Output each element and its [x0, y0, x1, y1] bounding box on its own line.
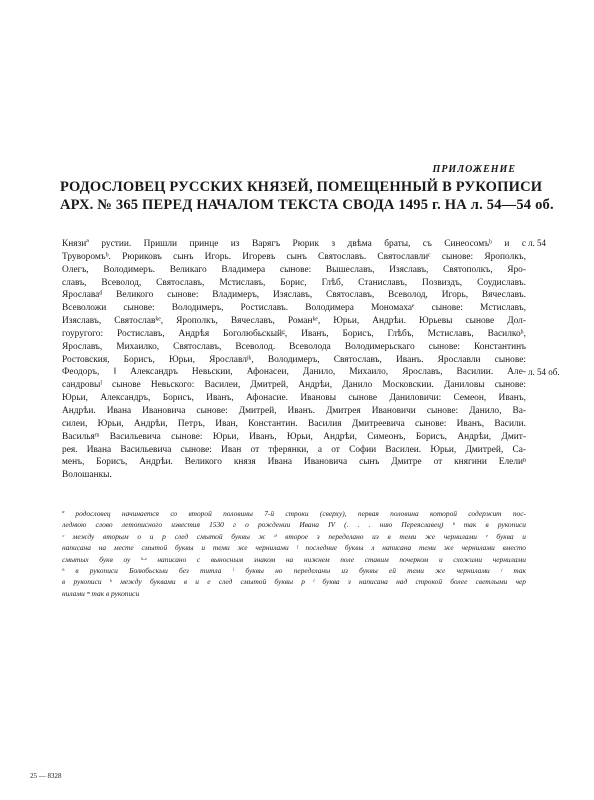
text-line: Васильяᵐ Васильевича сынове: Юрьи, Иванъ, Юрьи, Андрѣи, Симеонъ, Борисъ, Андрѣи, Дмит- — [62, 431, 526, 442]
text-line: Феодоръ, ‖ Александръ Невьскии, Афонасеи, Данило, Михаило, Ярославъ, Василии. Але- — [62, 367, 526, 378]
margin-note-folio-verso: л. 54 об. — [528, 367, 560, 377]
text-line: Ярославъ, Михаилко, Святославъ, Всеволод. Всеволода Володимерьскаго сынове: Константинъ — [62, 341, 526, 352]
footnote-line: нилами ᵐ так в рукописи — [62, 588, 140, 598]
margin-note-folio: л. 54 — [528, 238, 546, 248]
title-line-2: АРХ. № 365 ПЕРЕД НАЧАЛОМ ТЕКСТА СВОДА 1495 г. НА л. 54—54 об. — [60, 197, 554, 213]
text-line: Волошанкы. — [62, 470, 112, 481]
footnote-line: ʰ в рукописи Болюбьскыи без титла ⁱ буквы но переделаны из буквы ей теми же чернилами ʲ так — [62, 566, 526, 576]
printer-signature: 25 — 8328 — [30, 772, 62, 780]
text-line: рея. Ивана Васильевича сынове: Иван от тферянки, а от Софии Василеи. Юрьи, Дмитрей, Са- — [62, 444, 526, 455]
text-line: Труворомъᵇ. Рюриковъ сынъ Игорь. Игоревъ сынъ Святославъ. Святославлиᶜ сынове: Ярополкъ, — [62, 251, 526, 262]
text-line: Ростовския, Борисъ, Юрьи, Ярославлʲᵏ, Володимеръ, Святославъ, Иванъ. Ярославли сынове: — [62, 354, 526, 365]
text-line: менъ, Борисъ, Андрѣи. Великого князя Ивана Ивановича сынъ Дмитре от княгини Елелиⁿ — [62, 457, 526, 468]
footnote-line: леднюю слово летописного известия 1530 г о рождении Ивана IV (. . . нию Переяславец) ᵇ так в рукописи — [62, 520, 526, 530]
footnote-line: смытых букв оу ᵏ·ᵉ написано с выносным знаком на нижнем поле ставим почерком и схожими чернилами — [62, 554, 526, 564]
page-label: ПРИЛОЖЕНИЕ — [432, 164, 516, 175]
footnote-line: ᶜ между вторым о и р след смытой буквы ж ᵈ второе з переделано из в теми же чернилами ᵉ буква и — [62, 531, 526, 541]
footnote-line: написана на месте смытой буквы и теми же чернилами ᶠ последние буквы л написана теми же чернилами вместо — [62, 543, 526, 553]
text-line: Князиª рустии. Пришли принце из Варягъ Рюрик з двѣма браты, съ Синеосомъᵇ и с — [62, 239, 526, 249]
text-line: Изяславъ, Святославᵏᵉ, Ярополкъ, Вячеславъ, Романᵏᵉ, Юрьи, Андрѣи. Юрьевы сынове Дол- — [62, 316, 526, 327]
text-line: Андрѣи. Ивана Ивановича сынове: Дмитрей, Иванъ. Дмитрея Ивановичи сынове: Данило, Ва- — [62, 405, 526, 416]
footnote-line: в рукописи ᵏ между буквами в и е след смытой буквы р ˡ буква з написана над строкой более светлыми чер — [62, 577, 526, 587]
text-line: Всеволожи сынове: Володимеръ, Ростиславъ. Володимера Мономахаᵉ сынове: Мстиславъ, — [62, 303, 526, 314]
text-line: силеи, Юрьи, Андрѣи, Петръ, Иван, Константин. Василия Дмитреевича сынове: Иванъ, Васили. — [62, 418, 526, 429]
text-line: славъ, Всеволод, Святославъ, Мстиславъ, Борис, Глѣб, Станиславъ, Позвиздъ, Соудиславъ. — [62, 277, 526, 288]
text-line: гоуругого: Ростиславъ, Андрѣя Боголюбьскыйᵍ, Иванъ, Борисъ, Глѣбъ, Мстиславъ, Василкоʰ, — [62, 328, 526, 339]
title-line-1: РОДОСЛОВЕЦ РУССКИХ КНЯЗЕЙ, ПОМЕЩЕННЫЙ В РУКОПИСИ — [60, 179, 543, 195]
footnote-line: ª родословец начинается со второй половины 7-й строки (сверху), первая половина которой содержит пос- — [62, 509, 526, 518]
text-line: сандровыˡ сынове Невьского: Василеи, Дмитрей, Андрѣи, Данило Московскии. Даниловы сынове: — [62, 380, 526, 391]
document-title — [60, 178, 554, 214]
text-line: Ярославаᵈ Великого сынове: Владимеръ, Изяславъ, Святославъ, Всеволод, Игорь, Вячеславъ. — [62, 290, 526, 301]
text-line: Олегъ, Володимеръ. Великаго Владимера сынове: Вышеславъ, Изяславъ, Святополкъ, Яро- — [62, 264, 526, 275]
main-text — [62, 238, 526, 482]
text-line: Юрьи, Александръ, Борисъ, Иванъ, Афонасие. Ивановы сынове Даниловичи: Семеон, Иванъ, — [62, 393, 526, 404]
footnotes — [62, 508, 526, 599]
